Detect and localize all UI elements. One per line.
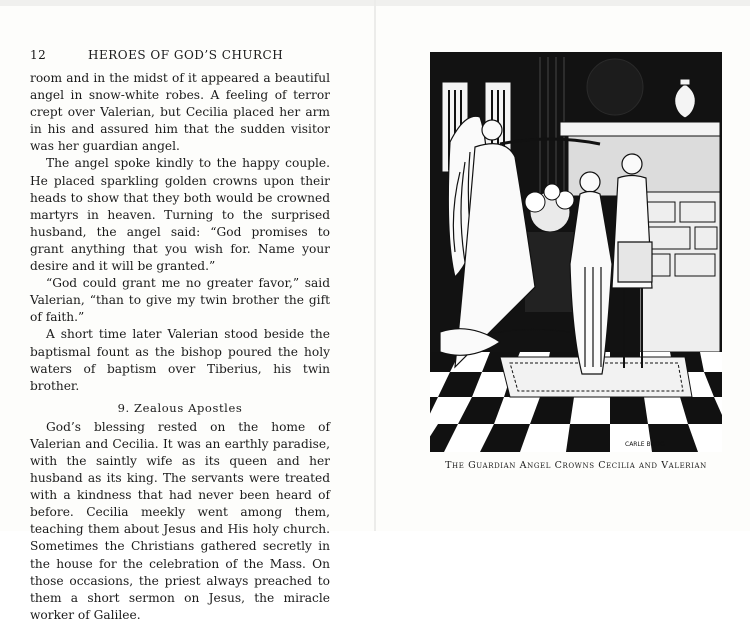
paragraph: The angel spoke kindly to the happy couple. He placed sparkling golden crowns upon their heads to show that they both would be crowned martyrs in heaven. Turning to the surprised husband, the angel said: “God promises to grant anything that you wish for. Name your desire and it will be granted.” <box>30 156 330 274</box>
page-number: 12 <box>30 48 47 62</box>
flowers <box>525 184 575 312</box>
body-text <box>30 70 330 624</box>
paragraph: “God could grant me no greater favor,” said Valerian, “than to give my twin brother the gift of faith.” <box>30 276 330 325</box>
illustrator-signature: CARLE BOOG <box>625 441 665 448</box>
right-page <box>430 52 722 471</box>
paragraph: room and in the midst of it appeared a beautiful angel in snow-white robes. A feeling of terror crept over Valerian, but Cecilia placed her arm in his and assured him that the sudden visitor was her guardian angel. <box>30 71 330 154</box>
paragraph: God’s blessing rested on the home of Valerian and Cecilia. It was an earthly paradise, with the saintly wife as its queen and her husband as its king. The servants were treated with a kindness that had never been heard of before. Cecilia meekly went among them, teaching them about Jesus and His holy church. Sometimes the Christians gathered secretly in the house for the celebration of the Mass. On those occasions, the priest always preached to them a short sermon on Jesus, the miracle worker of Galilee. <box>30 419 330 622</box>
section-heading: 9. Zealous Apostles <box>117 400 243 415</box>
paragraph: A short time later Valerian stood beside the baptismal fount as the bishop poured the holy waters of baptism over Tiberius, his twin brother. <box>30 327 330 393</box>
left-page <box>30 48 330 624</box>
book-gutter <box>374 0 376 531</box>
running-head <box>30 48 330 62</box>
illustration-guardian-angel <box>430 52 722 452</box>
figure-caption: The Guardian Angel Crowns Cecilia and Valerian <box>445 460 707 471</box>
running-title: HEROES OF GOD’S CHURCH <box>88 48 284 62</box>
